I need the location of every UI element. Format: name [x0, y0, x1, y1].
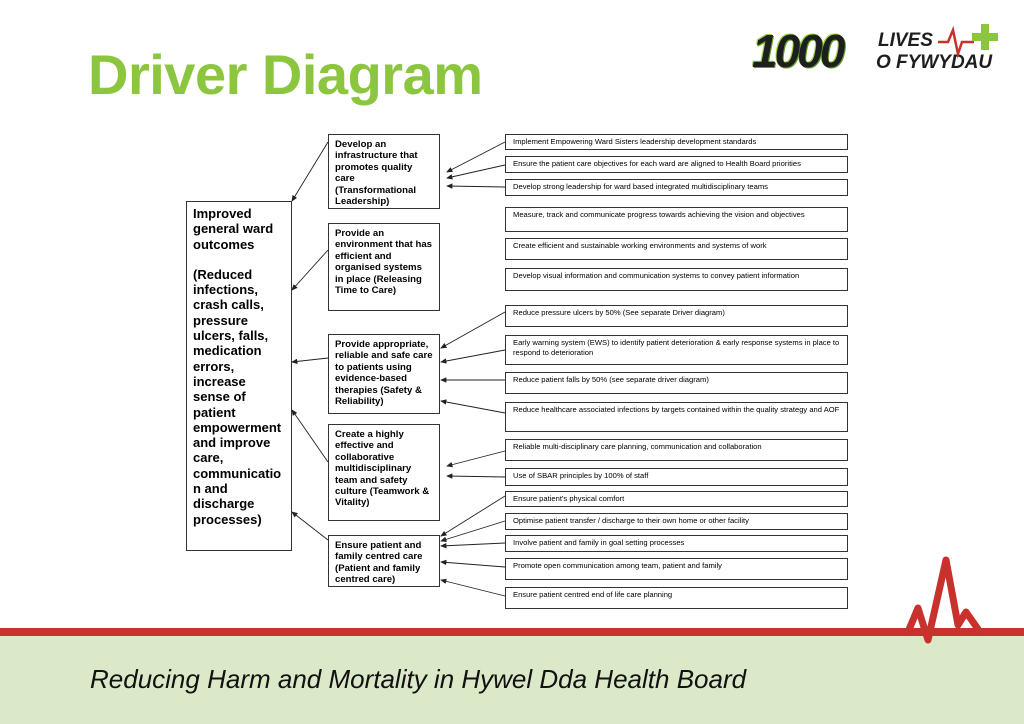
page-title: Driver Diagram [88, 43, 483, 106]
outcome-detail: (Reduced infections, crash calls, pressure ulcers, falls, medication errors, increase sense of patient empowerment and improve care, communicatio n and discharge processes) [193, 266, 282, 527]
change-item: Reduce healthcare associated infections by targets contained within the quality strategy and AOF [505, 402, 848, 432]
change-item: Ensure patient centred end of life care planning [505, 587, 848, 609]
driver-box-safety: Provide appropriate, reliable and safe care to patients using evidence-based therapies (Safety & Reliability) [328, 334, 440, 414]
change-item: Develop strong leadership for ward based integrated multidisciplinary teams [505, 179, 848, 196]
driver-box-leadership: Develop an infrastructure that promotes quality care (Transformational Leadership) [328, 134, 440, 209]
change-item: Reduce pressure ulcers by 50% (See separate Driver diagram) [505, 305, 848, 327]
change-item: Promote open communication among team, patient and family [505, 558, 848, 580]
change-item: Develop visual information and communication systems to convey patient information [505, 268, 848, 291]
change-item: Involve patient and family in goal setting processes [505, 535, 848, 552]
change-item: Reduce patient falls by 50% (see separate driver diagram) [505, 372, 848, 394]
change-item: Ensure the patient care objectives for each ward are aligned to Health Board priorities [505, 156, 848, 173]
change-item: Early warning system (EWS) to identify patient deterioration & early response systems in place to respond to deterioration [505, 335, 848, 365]
change-item: Reliable multi-disciplinary care planning, communication and collaboration [505, 439, 848, 461]
logo-word-lives: LIVES [878, 30, 933, 51]
change-item: Measure, track and communicate progress towards achieving the vision and objectives [505, 207, 848, 232]
change-item: Optimise patient transfer / discharge to their own home or other facility [505, 513, 848, 530]
logo-word-fywydau: O FYWYDAU [876, 52, 993, 73]
change-item: Use of SBAR principles by 100% of staff [505, 468, 848, 486]
footer-caption: Reducing Harm and Mortality in Hywel Dda Health Board [90, 664, 747, 694]
logo-number: 1000 [752, 25, 843, 77]
change-item: Create efficient and sustainable working environments and systems of work [505, 238, 848, 260]
driver-box-patient-centred: Ensure patient and family centred care (Patient and family centred care) [328, 535, 440, 587]
driver-box-teamwork: Create a highly effective and collaborative multidisciplinary team and safety culture (Teamwork & Vitality) [328, 424, 440, 521]
change-item: Implement Empowering Ward Sisters leadership development standards [505, 134, 848, 150]
outcome-heading: Improved general ward outcomes [193, 206, 274, 252]
driver-box-releasing-time: Provide an environment that has efficient and organised systems in place (Releasing Time to Care) [328, 223, 440, 311]
change-item: Ensure patient's physical comfort [505, 491, 848, 507]
